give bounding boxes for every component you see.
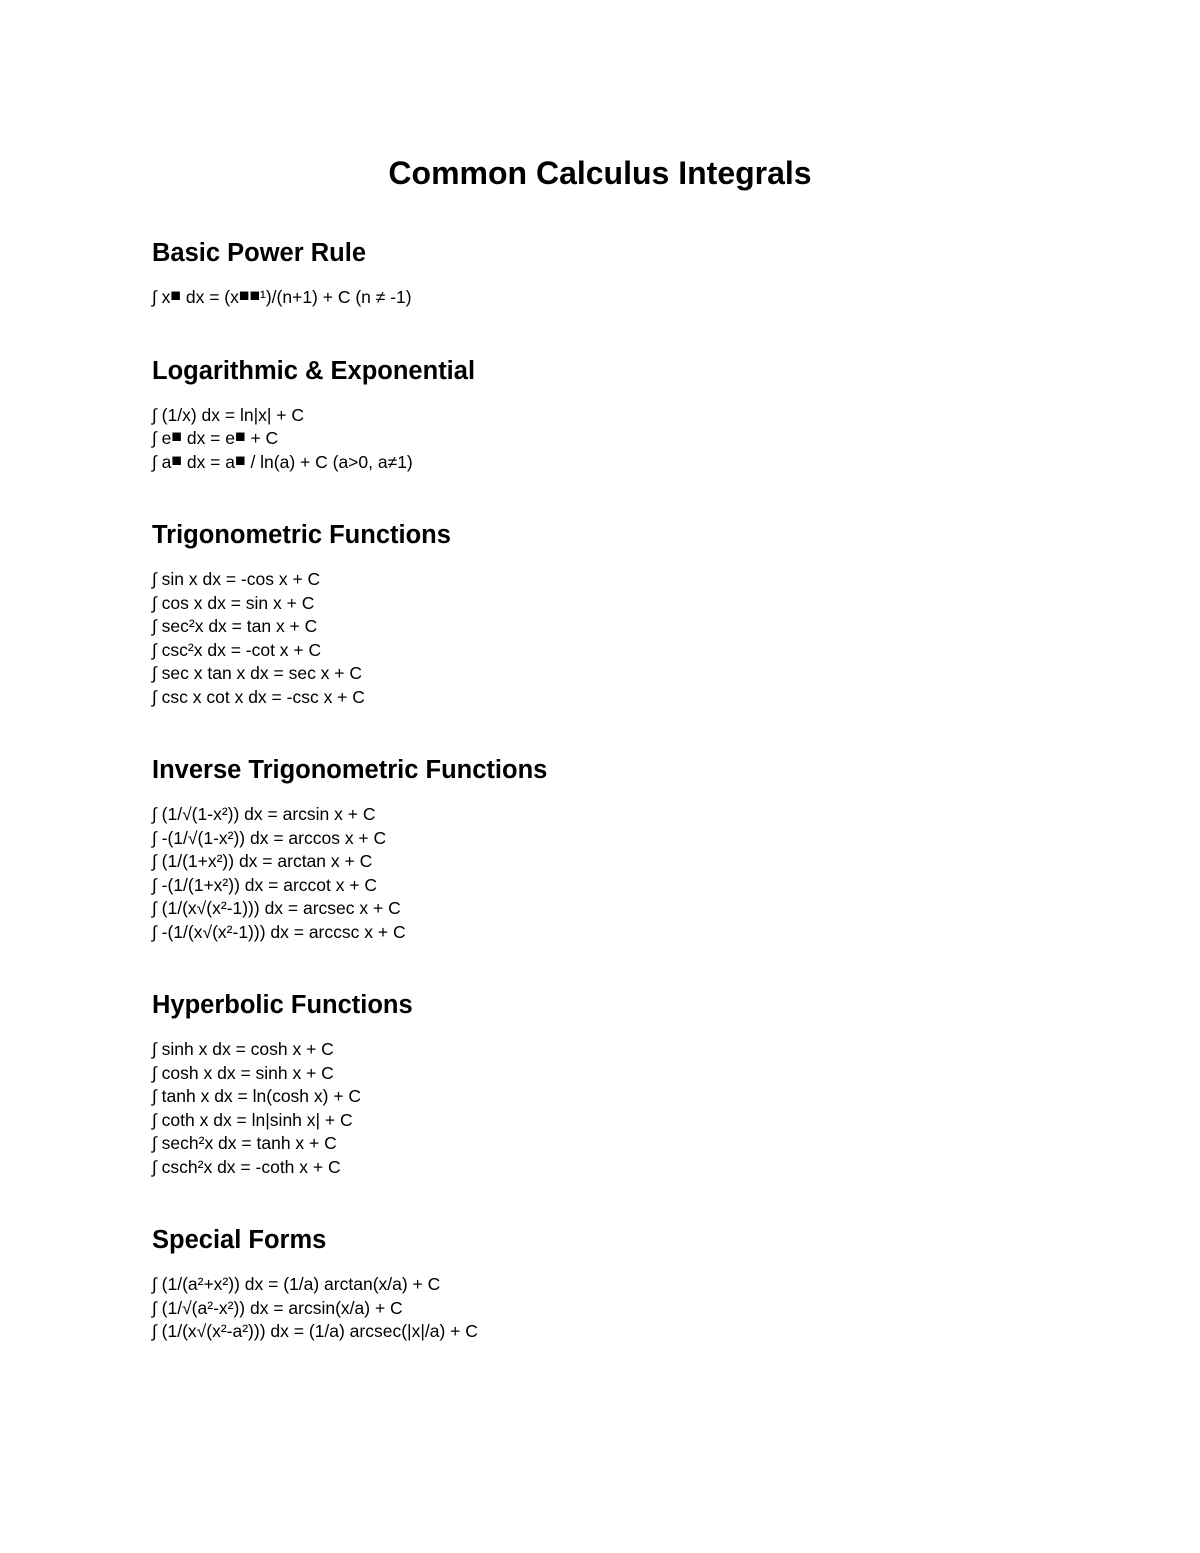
formula-line: ∫ sin x dx = -cos x + C xyxy=(152,569,321,589)
formula-line: ∫ -(1/(1+x²)) dx = arccot x + C xyxy=(152,874,378,895)
formula-list xyxy=(152,803,1048,944)
section-heading: Inverse Trigonometric Functions xyxy=(152,756,548,784)
formula-line: ∫ (1/(x√(x²-a²))) dx = (1/a) arcsec(|x|/a) + C xyxy=(152,1321,478,1341)
section-heading: Hyperbolic Functions xyxy=(152,991,413,1019)
document-section xyxy=(152,1225,1048,1344)
formula-line: ∫ csch²x dx = -coth x + C xyxy=(152,1156,341,1177)
formula-line: ∫ sec²x dx = tan x + C xyxy=(152,616,318,636)
section-heading: Special Forms xyxy=(152,1226,327,1254)
formula-line: ∫ csc x cot x dx = -csc x + C xyxy=(152,686,365,707)
section-heading: Trigonometric Functions xyxy=(152,521,451,549)
formula-list xyxy=(152,568,1048,709)
section-heading: Basic Power Rule xyxy=(152,239,366,267)
formula-list xyxy=(152,404,1048,475)
formula-line: ∫ x■ dx = (x■■¹)/(n+1) + C (n ≠ -1) xyxy=(152,285,412,307)
sections-container xyxy=(152,238,1048,1344)
formula-line: ∫ sech²x dx = tanh x + C xyxy=(152,1133,337,1153)
formula-line: ∫ (1/√(a²-x²)) dx = arcsin(x/a) + C xyxy=(152,1297,403,1318)
missing-glyph-box: ■ xyxy=(235,426,246,446)
missing-glyph-box: ■ xyxy=(238,285,250,305)
formula-line: ∫ (1/(1+x²)) dx = arctan x + C xyxy=(152,851,373,871)
missing-glyph-box: ■ xyxy=(249,285,261,305)
formula-line: ∫ sinh x dx = cosh x + C xyxy=(152,1039,334,1059)
formula-line: ∫ tanh x dx = ln(cosh x) + C xyxy=(152,1086,362,1106)
formula-line: ∫ coth x dx = ln|sinh x| + C xyxy=(152,1109,353,1130)
document-section xyxy=(152,238,1048,310)
page-title: Common Calculus Integrals xyxy=(388,155,812,191)
document-section xyxy=(152,990,1048,1179)
formula-line: ∫ e■ dx = e■ + C xyxy=(152,426,279,448)
document-section xyxy=(152,356,1048,475)
formula-line: ∫ sec x tan x dx = sec x + C xyxy=(152,663,363,683)
formula-line: ∫ -(1/(x√(x²-1))) dx = arccsc x + C xyxy=(152,921,406,942)
formula-list xyxy=(152,1273,1048,1344)
document-section xyxy=(152,755,1048,944)
formula-line: ∫ (1/x) dx = ln|x| + C xyxy=(152,404,304,425)
formula-line: ∫ (1/√(1-x²)) dx = arcsin x + C xyxy=(152,804,376,824)
formula-list xyxy=(152,286,1048,310)
missing-glyph-box: ■ xyxy=(171,426,182,446)
formula-line: ∫ (1/(a²+x²)) dx = (1/a) arctan(x/a) + C xyxy=(152,1274,441,1294)
formula-line: ∫ csc²x dx = -cot x + C xyxy=(152,639,322,660)
formula-line: ∫ (1/(x√(x²-1))) dx = arcsec x + C xyxy=(152,898,401,918)
formula-line: ∫ cos x dx = sin x + C xyxy=(152,592,315,613)
formula-list xyxy=(152,1038,1048,1179)
formula-line: ∫ -(1/√(1-x²)) dx = arccos x + C xyxy=(152,827,387,848)
document-section xyxy=(152,520,1048,709)
missing-glyph-box: ■ xyxy=(170,285,181,305)
missing-glyph-box: ■ xyxy=(235,449,246,470)
section-heading: Logarithmic & Exponential xyxy=(152,356,476,385)
missing-glyph-box: ■ xyxy=(171,449,182,470)
formula-line: ∫ cosh x dx = sinh x + C xyxy=(152,1062,334,1083)
formula-line: ∫ a■ dx = a■ / ln(a) + C (a>0, a≠1) xyxy=(152,449,413,472)
